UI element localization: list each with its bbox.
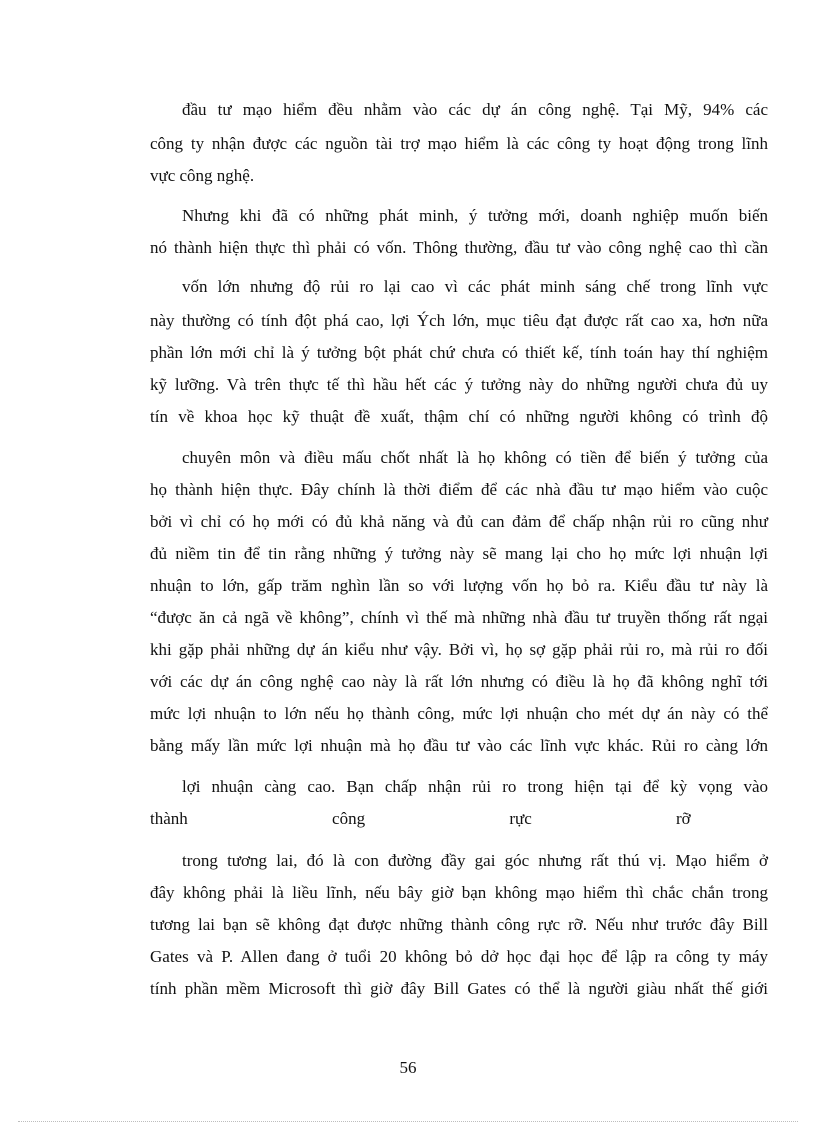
text-line: đầu tư mạo hiểm đều nhằm vào các dự án công nghệ. Tại Mỹ, 94% các xyxy=(182,100,768,119)
text-line: nhuận to lớn, gấp trăm nghìn lần so với lượng vốn họ bỏ ra. Kiểu đầu tư này là xyxy=(150,576,768,595)
text-line: thành công rực rỡ xyxy=(150,809,691,828)
text-line: kỹ lưỡng. Và trên thực tế thì hầu hết các ý tưởng này do những người chưa đủ uy xyxy=(150,375,768,394)
text-line: vốn lớn nhưng độ rủi ro lại cao vì các phát minh sáng chế trong lĩnh vực xyxy=(182,277,768,296)
text-line: mức lợi nhuận to lớn nếu họ thành công, mức lợi nhuận cho mét dự án này có thể xyxy=(150,704,768,723)
text-line: chuyên môn và điều mấu chốt nhất là họ không có tiền để biến ý tưởng của xyxy=(182,448,768,467)
text-line: bằng mấy lần mức lợi nhuận mà họ đầu tư vào các lĩnh vực khác. Rủi ro càng lớn xyxy=(150,736,768,755)
text-line: trong tương lai, đó là con đường đầy gai góc nhưng rất thú vị. Mạo hiểm ở xyxy=(182,851,768,870)
text-line: khi gặp phải những dự án kiểu như vậy. Bởi vì, họ sợ gặp phải rủi ro, mà rủi ro đối xyxy=(150,640,768,659)
text-line: tín về khoa học kỹ thuật đề xuất, thậm chí có những người không có trình độ xyxy=(150,407,768,426)
text-line: tương lai bạn sẽ không đạt được những thành công rực rỡ. Nếu như trước đây Bill xyxy=(150,915,768,934)
text-line: công ty nhận được các nguồn tài trợ mạo hiểm là các công ty hoạt động trong lĩnh xyxy=(150,134,768,153)
text-line: đây không phải là liều lĩnh, nếu bây giờ bạn không mạo hiểm thì chắc chắn trong xyxy=(150,883,768,902)
text-line: này thường có tính đột phá cao, lợi Ých lớn, mục tiêu đạt được rất cao xa, hơn nữa xyxy=(150,311,768,330)
text-line: vực công nghệ. xyxy=(150,166,255,185)
text-line: nó thành hiện thực thì phải có vốn. Thông thường, đầu tư vào công nghệ cao thì cần xyxy=(150,238,768,257)
text-line: đủ niềm tin để tin rằng những ý tưởng này sẽ mang lại cho họ mức lợi nhuận lợi xyxy=(150,544,768,563)
text-line: bởi vì chỉ có họ mới có đủ khả năng và đủ can đảm để chấp nhận rủi ro cũng như xyxy=(150,512,768,531)
text-line: tính phần mềm Microsoft thì giờ đây Bill Gates có thể là người giàu nhất thế giới xyxy=(150,979,768,998)
text-line: Nhưng khi đã có những phát minh, ý tưởng mới, doanh nghiệp muốn biến xyxy=(182,206,768,225)
footer-divider xyxy=(18,1121,798,1122)
text-line: họ thành hiện thực. Đây chính là thời điểm để các nhà đầu tư mạo hiểm vào cuộc xyxy=(150,480,768,499)
text-line: lợi nhuận càng cao. Bạn chấp nhận rủi ro trong hiện tại để kỳ vọng vào xyxy=(182,777,768,796)
text-line: Gates và P. Allen đang ở tuổi 20 không bỏ dở học đại học để lập ra công ty máy xyxy=(150,947,768,966)
text-line: với các dự án công nghệ cao này là rất lớn nhưng có điều là họ đã không nghĩ tới xyxy=(150,672,768,691)
page-number: 56 xyxy=(399,1058,417,1077)
text-line: phần lớn mới chỉ là ý tưởng bột phát chứ chưa có thiết kế, tính toán hay thí nghiệm xyxy=(150,343,768,362)
text-line: “được ăn cả ngã về không”, chính vì thế mà những nhà đầu tư truyền thống rất ngại xyxy=(150,608,768,627)
